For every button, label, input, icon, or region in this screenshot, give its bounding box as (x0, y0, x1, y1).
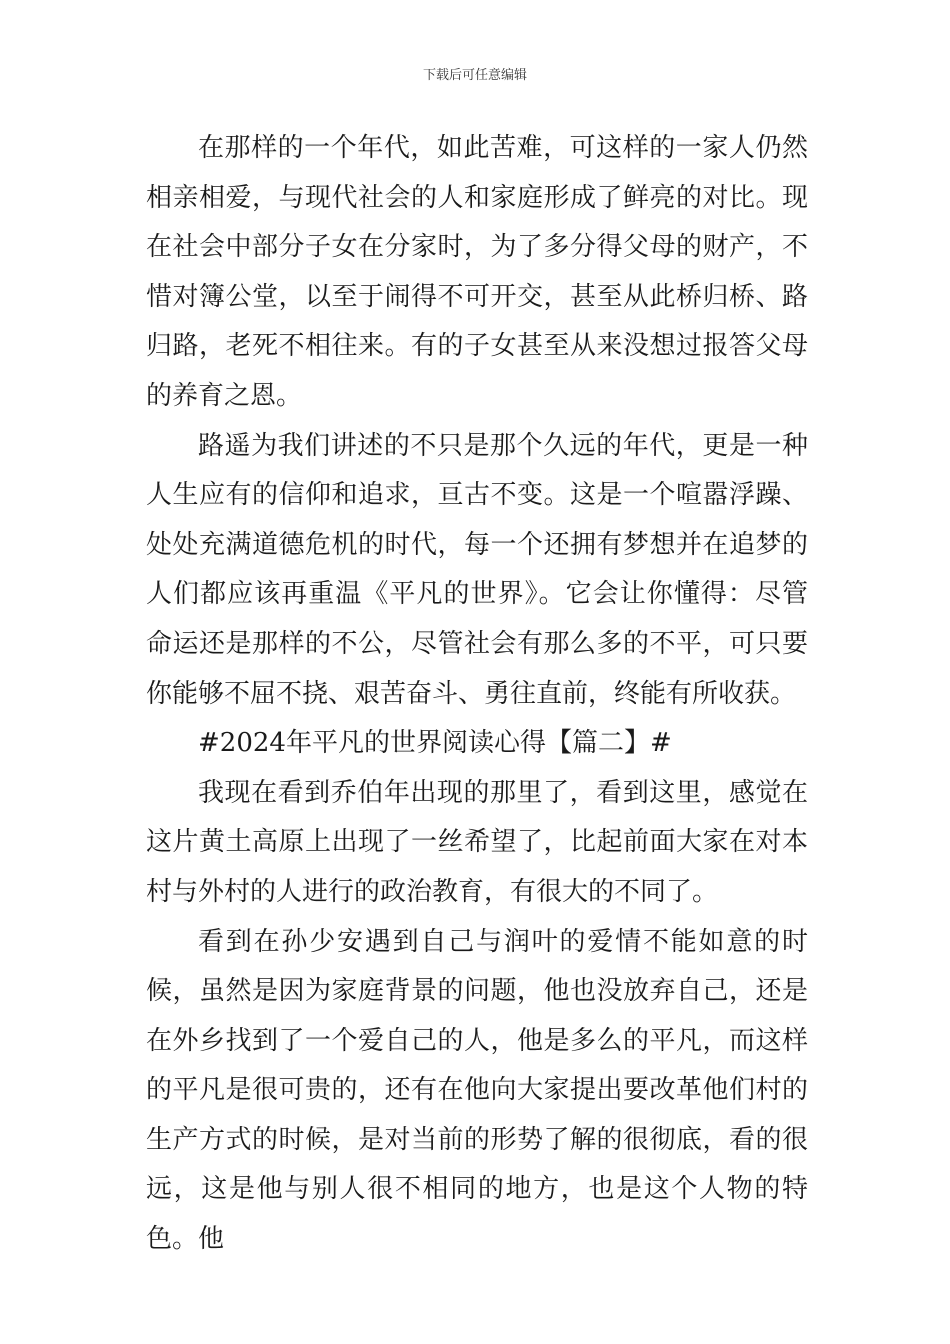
page-header: 下载后可任意编辑 (422, 68, 527, 83)
paragraph: 在那样的一个年代，如此苦难，可这样的一家人仍然相亲相爱，与现代社会的人和家庭形成了鲜亮的对比。现在社会中部分子女在分家时，为了多分得父母的财产，不惜对簿公堂，以至于闹得不可开交，甚至从此桥归桥、路归路，老死不相往来。有的子女甚至从来没想过报答父母的养育之恩。 (146, 133, 808, 411)
paragraph: 路遥为我们讲述的不只是那个久远的年代，更是一种人生应有的信仰和追求，亘古不变。这是一个喧嚣浮躁、处处充满道德危机的时代，每一个还拥有梦想并在追梦的人们都应该再重温《平凡的世界》。它会让你懂得：尽管命运还是那样的不公，尽管社会有那么多的不平，可只要你能够不屈不挠、艰苦奋斗、勇往直前，终能有所收获。 (146, 430, 808, 709)
paragraph: 看到在孙少安遇到自己与润叶的爱情不能如意的时候，虽然是因为家庭背景的问题，他也没放弃自己，还是在外乡找到了一个爱自己的人，他是多么的平凡，而这样的平凡是很可贵的，还有在他向大家提出要改革他们村的生产方式的时候，是对当前的形势了解的很彻底，看的很远，这是他与别人很不相同的地方，也是这个人物的特色。他 (146, 926, 808, 1255)
document-body (146, 124, 808, 1265)
section-heading: #2024年平凡的世界阅读心得【篇二】# (198, 728, 672, 759)
paragraph: 我现在看到乔伯年出现的那里了，看到这里，感觉在这片黄土高原上出现了一丝希望了，比起前面大家在对本村与外村的人进行的政治教育，有很大的不同了。 (146, 777, 808, 907)
